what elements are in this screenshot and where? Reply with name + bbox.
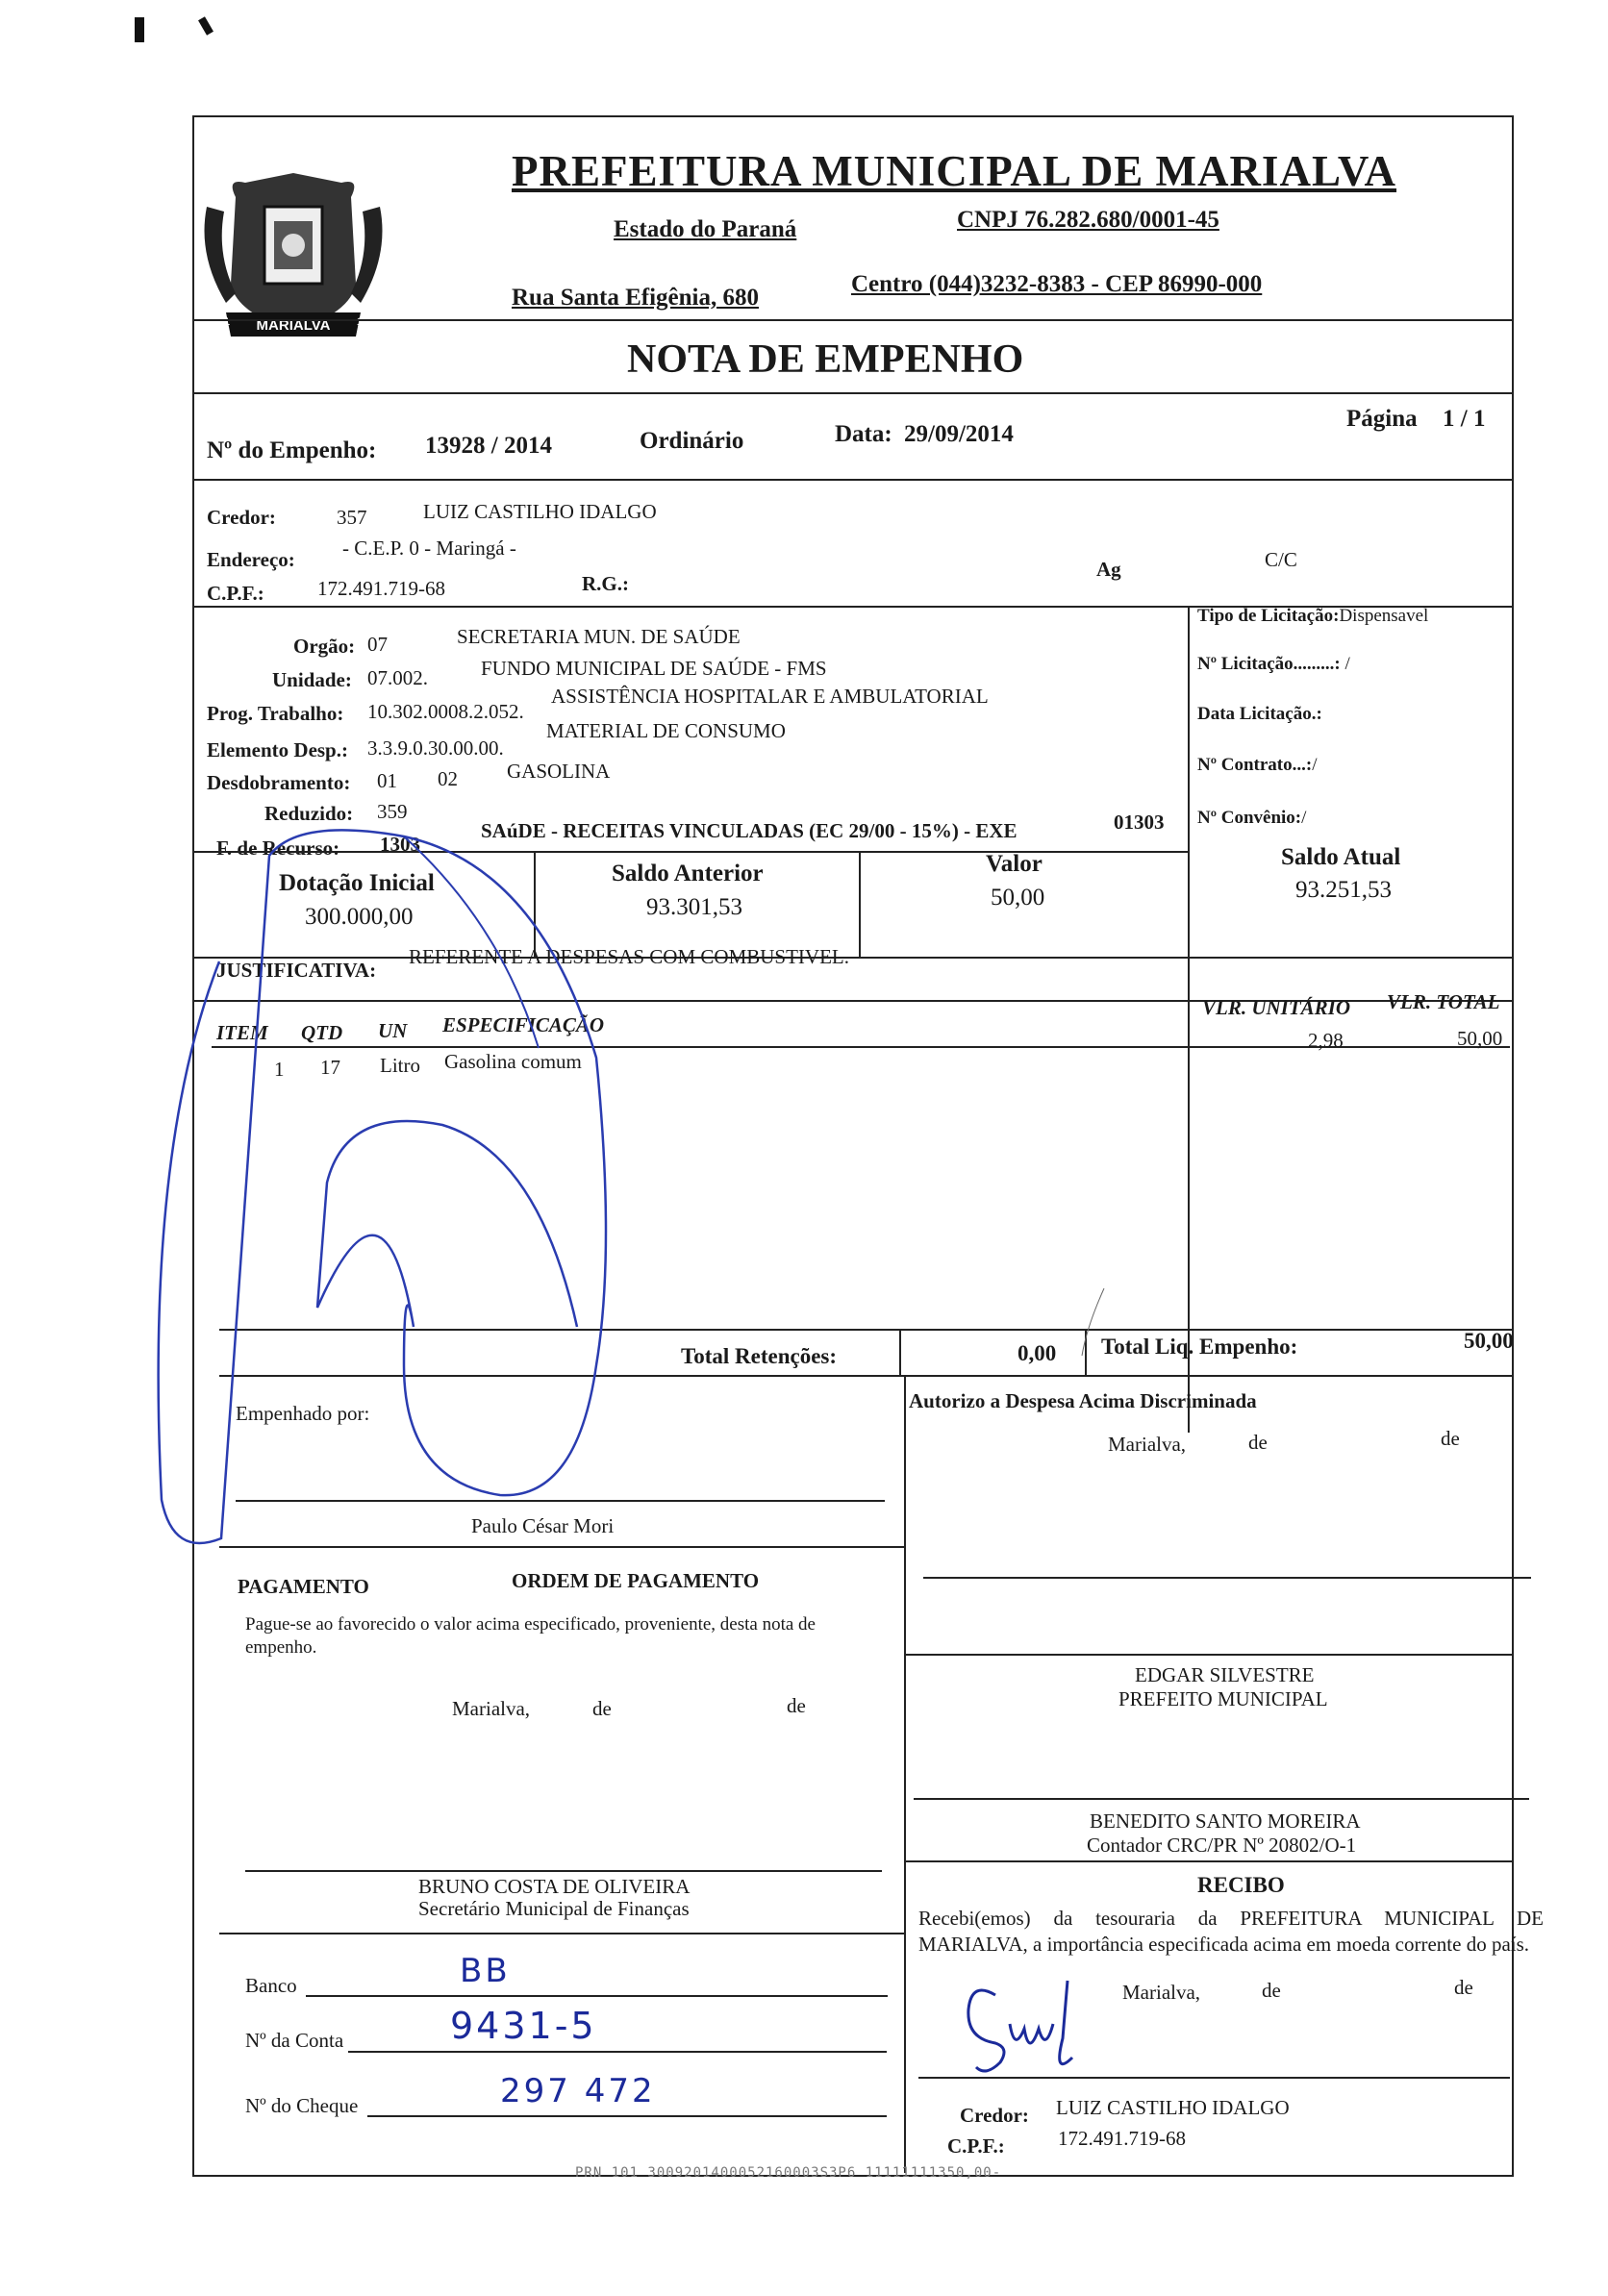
recibo-de-1: de [1262, 1979, 1281, 2002]
recibo-cpf-label: C.P.F.: [947, 2134, 1005, 2158]
pagamento-text: Pague-se ao favorecido o valor acima especificado, proveniente, desta nota de empenho. [245, 1614, 816, 1658]
pagamento-de-1: de [592, 1697, 612, 1720]
saldo-anterior-label: Saldo Anterior [612, 861, 764, 886]
contrato-label: Nº Contrato...: [1197, 755, 1313, 775]
recurso-name: SAúDE - RECEITAS VINCULADAS (EC 29/00 - 15%) - EXE [481, 819, 1018, 842]
prog-label: Prog. Trabalho: [207, 702, 344, 725]
conta-value: 9431-5 [450, 2005, 597, 2047]
item-total-value: 50,00 [1457, 1027, 1503, 1050]
crest-text: MARIALVA [256, 317, 331, 334]
cheque-label: Nº do Cheque [245, 2094, 359, 2117]
liquido-value: 50,00 [1464, 1329, 1514, 1353]
tipo-licitacao-label-text: Tipo de Licitação: [1197, 606, 1340, 626]
licitacao-number-label: Nº Licitação.........: [1197, 654, 1341, 674]
page-label: Página [1346, 406, 1418, 432]
col-vlr-unitario: VLR. UNITÁRIO [1202, 996, 1351, 1019]
autorizo-de-2: de [1441, 1427, 1460, 1450]
footer-code: PRN 101 3009201400052160003S3P6 11111111350,00- [575, 2165, 1002, 2181]
page-number: 1 / 1 [1443, 406, 1486, 432]
recurso-code: 1303 [380, 833, 420, 856]
unidade-code: 07.002. [367, 666, 428, 689]
empenhado-label: Empenhado por: [236, 1402, 370, 1425]
secretario-nome: BRUNO COSTA DE OLIVEIRA [418, 1875, 691, 1898]
credor-label: Credor: [207, 506, 276, 529]
street-label: Rua Santa Efigênia, 680 [512, 285, 759, 311]
item-number: 1 [274, 1058, 285, 1081]
empenho-date-label: Data: [835, 421, 892, 447]
prefeito-cargo: PREFEITO MUNICIPAL [1118, 1687, 1328, 1710]
justificativa-text: REFERENTE A DESPESAS COM COMBUSTIVEL. [409, 945, 849, 968]
address-label: Centro (044)3232-8383 - CEP 86990-000 [851, 271, 1263, 297]
state-label: Estado do Paraná [614, 216, 797, 242]
reduzido-value: 359 [377, 800, 408, 823]
credor-code: 357 [337, 506, 367, 529]
cheque-value: 297 472 [500, 2072, 656, 2110]
valor-label: Valor [986, 851, 1043, 877]
pagamento-local: Marialva, [452, 1697, 531, 1720]
prog-name: ASSISTÊNCIA HOSPITALAR E AMBULATORIAL [551, 685, 989, 708]
secretario-cargo: Secretário Municipal de Finanças [418, 1897, 690, 1920]
empenhado-nome: Paulo César Mori [471, 1514, 615, 1537]
col-un: UN [378, 1019, 408, 1042]
crest-year-right: 1955 [356, 316, 381, 328]
elemento-code: 3.3.9.0.30.00.00. [367, 736, 504, 760]
cnpj-label: CNPJ 76.282.680/0001-45 [957, 207, 1219, 233]
elemento-name: MATERIAL DE CONSUMO [546, 719, 786, 742]
retencoes-label: Total Retenções: [681, 1344, 838, 1368]
conta-label: Nº da Conta [245, 2029, 344, 2052]
desdobramento-name: GASOLINA [507, 760, 611, 783]
prog-code: 10.302.0008.2.052. [367, 700, 524, 723]
empenho-date: 29/09/2014 [904, 421, 1014, 447]
col-qtd: QTD [301, 1021, 343, 1044]
recibo-de-2: de [1454, 1976, 1473, 1999]
contrato-value: / [1312, 755, 1318, 775]
saldo-anterior-value: 93.301,53 [646, 894, 742, 920]
pagamento-de-2: de [787, 1694, 806, 1717]
recurso-number: 01303 [1114, 811, 1165, 834]
orgao-name: SECRETARIA MUN. DE SAÚDE [457, 625, 741, 648]
elemento-label: Elemento Desp.: [207, 738, 348, 761]
recibo-title: RECIBO [1197, 1873, 1285, 1897]
valor-value: 50,00 [991, 885, 1045, 911]
desdobramento-code-1: 01 [377, 769, 397, 792]
crest-year-left: 1951 [206, 316, 231, 328]
recibo-cpf: 172.491.719-68 [1058, 2127, 1186, 2150]
licitacao-number-value: / [1344, 654, 1350, 674]
credor-name: LUIZ CASTILHO IDALGO [423, 500, 657, 523]
item-unit-value: 2,98 [1308, 1029, 1344, 1052]
dotacao-label: Dotação Inicial [279, 870, 435, 896]
banco-label: Banco [245, 1974, 297, 1997]
autorizo-de-1: de [1248, 1431, 1268, 1454]
liquido-label: Total Liq. Empenho: [1101, 1335, 1298, 1359]
recibo-credor: LUIZ CASTILHO IDALGO [1056, 2096, 1290, 2119]
ordem-label: ORDEM DE PAGAMENTO [512, 1569, 760, 1592]
pagamento-label: PAGAMENTO [238, 1575, 369, 1598]
ag-label: Ag [1096, 558, 1121, 581]
justificativa-label: JUSTIFICATIVA: [216, 959, 377, 982]
credor-address: - C.E.P. 0 - Maringá - [342, 537, 516, 560]
col-item: ITEM [216, 1021, 268, 1044]
reduzido-label: Reduzido: [264, 802, 354, 825]
autorizo-text: Autorizo a Despesa Acima Discriminada [909, 1389, 1257, 1412]
empenho-number-label: Nº do Empenho: [207, 437, 377, 463]
cc-label: C/C [1265, 548, 1297, 571]
document-title: NOTA DE EMPENHO [627, 337, 1024, 382]
saldo-atual-label: Saldo Atual [1281, 844, 1401, 870]
item-spec: Gasolina comum [444, 1050, 582, 1073]
address-label-credor: Endereço: [207, 548, 295, 571]
contador-nome: BENEDITO SANTO MOREIRA [1090, 1809, 1361, 1833]
retencoes-value: 0,00 [1018, 1341, 1057, 1365]
page-title: PREFEITURA MUNICIPAL DE MARIALVA [512, 147, 1397, 195]
empenho-type: Ordinário [640, 428, 744, 454]
unidade-label: Unidade: [272, 668, 352, 691]
item-qtd: 17 [320, 1056, 340, 1079]
banco-value: BB [460, 1952, 511, 1990]
recibo-credor-label: Credor: [960, 2104, 1029, 2127]
item-un: Litro [380, 1054, 420, 1077]
tipo-licitacao-value: Dispensavel [1339, 606, 1429, 626]
convenio-label: Nº Convênio: [1197, 808, 1302, 828]
unidade-name: FUNDO MUNICIPAL DE SAÚDE - FMS [481, 657, 827, 680]
orgao-code: 07 [367, 633, 388, 656]
convenio-value: / [1301, 808, 1307, 828]
autorizo-local: Marialva, [1108, 1433, 1187, 1456]
contador-cargo: Contador CRC/PR Nº 20802/O-1 [1087, 1834, 1357, 1857]
recibo-local: Marialva, [1122, 1981, 1201, 2004]
orgao-label: Orgão: [293, 635, 356, 658]
saldo-atual-value: 93.251,53 [1295, 877, 1392, 903]
desdobramento-code-2: 02 [438, 767, 458, 790]
desdobramento-label: Desdobramento: [207, 771, 351, 794]
prefeito-nome: EDGAR SILVESTRE [1135, 1663, 1315, 1686]
col-vlr-total: VLR. TOTAL [1387, 990, 1500, 1013]
credor-cpf: 172.491.719-68 [317, 577, 445, 600]
recurso-label: F. de Recurso: [216, 836, 340, 860]
dotacao-value: 300.000,00 [305, 904, 414, 930]
empenho-number: 13928 / 2014 [425, 433, 552, 459]
recibo-text: Recebi(emos) da tesouraria da PREFEITURA MUNICIPAL DE MARIALVA, a importância especificada acima em moeda corrente do país. [918, 1907, 1544, 1956]
data-licitacao-label: Data Licitação.: [1197, 704, 1322, 724]
col-especificacao: ESPECIFICAÇÃO [442, 1013, 605, 1036]
cpf-label: C.P.F.: [207, 582, 264, 605]
rg-label: R.G.: [582, 572, 629, 595]
